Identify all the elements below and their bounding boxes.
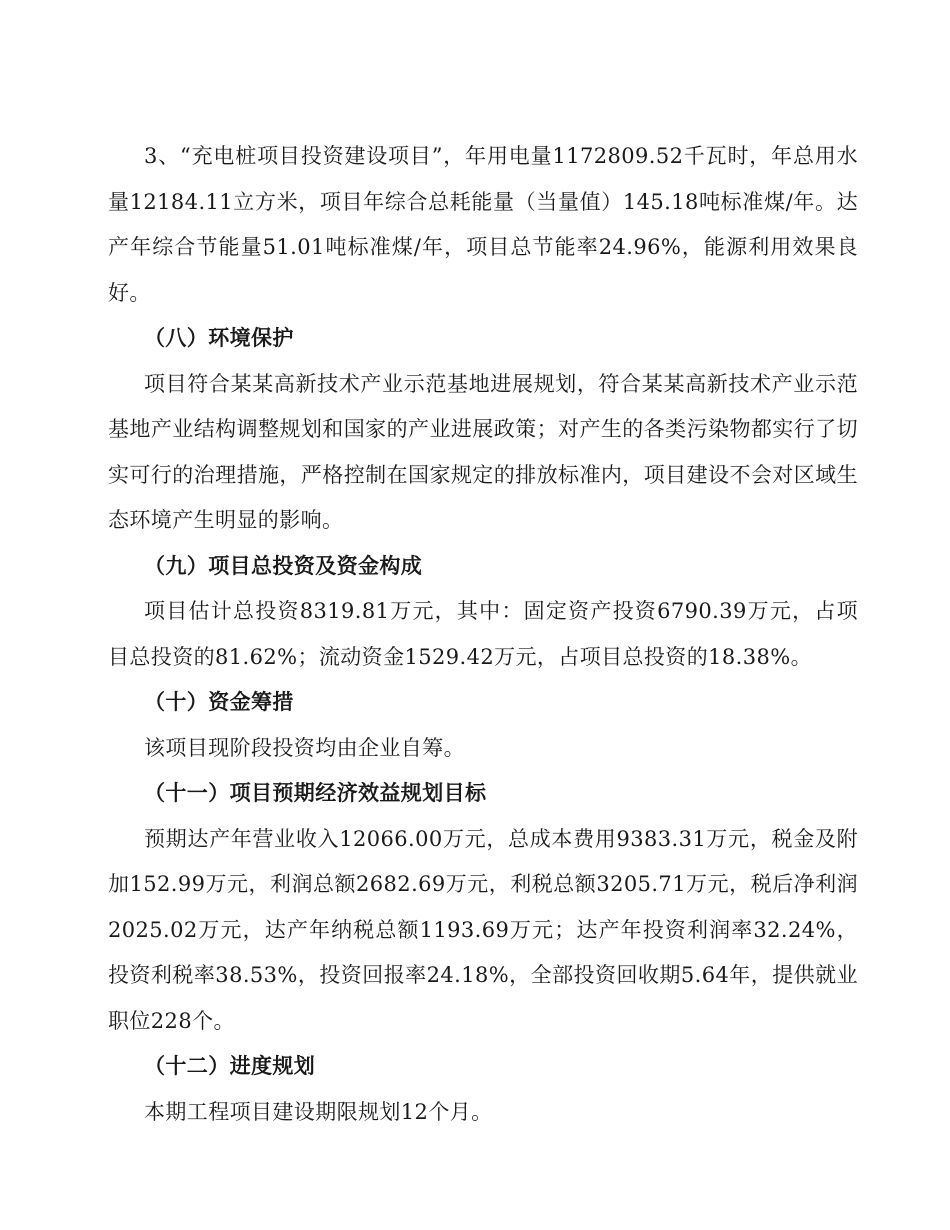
section-heading-funding: （十）资金筹措 <box>144 690 294 714</box>
energy-consumption-paragraph: 3、“充电桩项目投资建设项目”，年用电量1172809.52千瓦时，年总用水量12184.11立方米，项目年综合总耗能量（当量值）145.18吨标准煤/年。达产年综合节能量51.01吨标准煤/年，项目总节能率24.96%，能源利用效果良好。 <box>108 144 858 305</box>
funding-paragraph: 该项目现阶段投资均由企业自筹。 <box>144 735 465 760</box>
economic-targets-paragraph: 预期达产年营业收入12066.00万元，总成本费用9383.31万元，税金及附加152.99万元，利润总额2682.69万元，利税总额3205.71万元，税后净利润2025.02万元，达产年纳税总额1193.69万元；达产年投资利润率32.24%，投资利税率38.53%，投资回报率24.18%，全部投资回收期5.64年，提供就业职位228个。 <box>108 826 858 1033</box>
schedule-paragraph: 本期工程项目建设期限规划12个月。 <box>144 1099 493 1124</box>
section-heading-economic-targets: （十一）项目预期经济效益规划目标 <box>144 781 487 805</box>
section-heading-schedule: （十二）进度规划 <box>144 1054 316 1078</box>
section-heading-investment: （九）项目总投资及资金构成 <box>144 553 423 578</box>
investment-paragraph: 项目估计总投资8319.81万元，其中：固定资产投资6790.39万元，占项目总投资的81.62%；流动资金1529.42万元，占项目总投资的18.38%。 <box>108 599 858 669</box>
environment-paragraph: 项目符合某某高新技术产业示范基地进展规划，符合某某高新技术产业示范基地产业结构调整规划和国家的产业进展政策；对产生的各类污染物都实行了切实可行的治理措施，严格控制在国家规定的排放标准内，项目建设不会对区域生态环境产生明显的影响。 <box>108 371 858 532</box>
document-page <box>108 134 858 1135</box>
section-heading-environment: （八）环境保护 <box>144 326 294 350</box>
